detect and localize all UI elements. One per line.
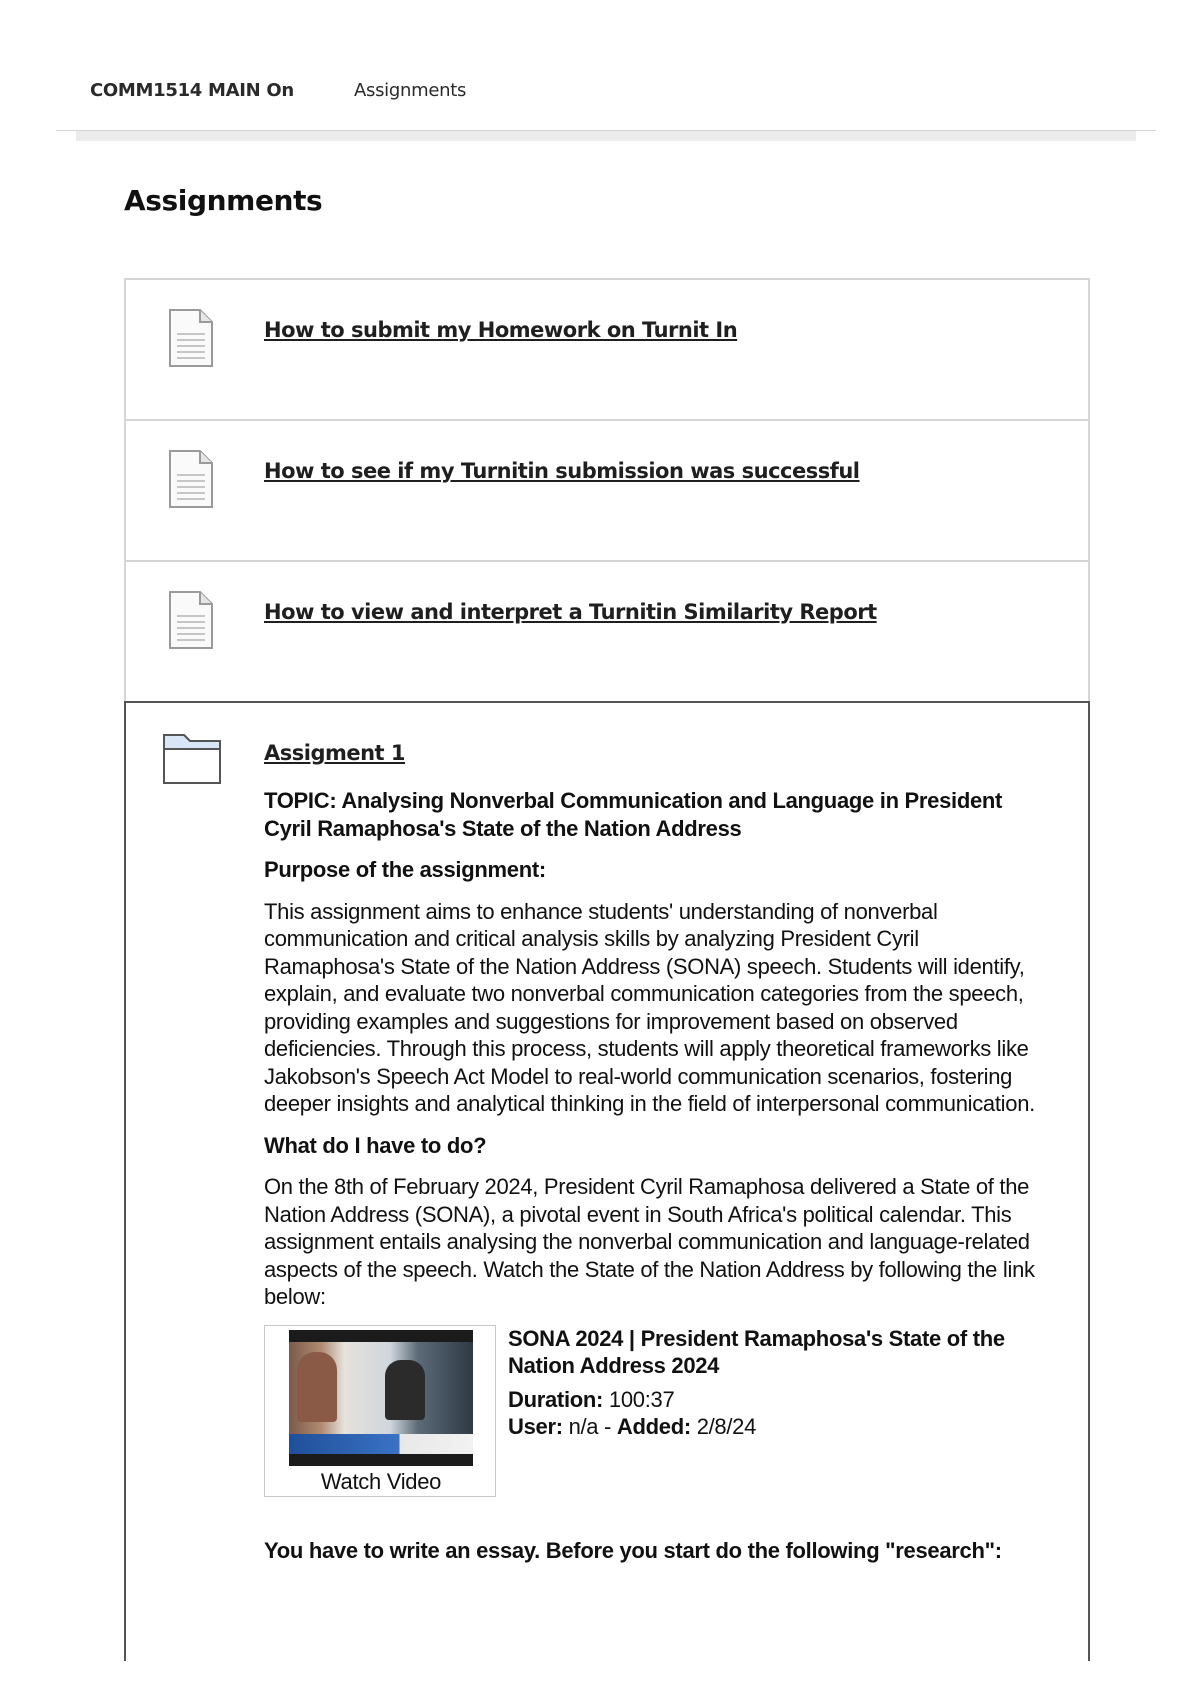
header-shadow [76,131,1136,141]
item-link-similarity-report[interactable]: How to view and interpret a Turnitin Similarity Report [264,600,877,624]
assignment-list [124,278,1090,1661]
todo-heading: What do I have to do? [264,1132,487,1158]
breadcrumb-course[interactable]: COMM1514 MAIN On [90,80,294,101]
video-duration: Duration: 100:37 [508,1386,675,1412]
video-metadata [496,1325,1042,1497]
list-item [124,278,1090,419]
assignment-topic: TOPIC: Analysing Nonverbal Communication and Language in President Cyril Ramaphosa's State of the Nation Address [264,788,1003,841]
watch-video-button[interactable]: Watch Video [320,1468,442,1494]
video-user-added: User: n/a - Added: 2/8/24 [508,1414,757,1439]
purpose-text: This assignment aims to enhance students' understanding of nonverbal communication and critical analysis skills by analyzing President Cyril Ramaphosa's State of the Nation Address (SONA) speech. Students will identify, explain, and evaluate two nonverbal communication categories from the speech, providing examples and suggestions for improvement based on observed deficiencies. Through this process, students will apply theoretical frameworks like Jakobson's Speech Act Model to real-world communication scenarios, fostering deeper insights and analytical thinking in the field of interpersonal communication. [264,898,1035,1116]
list-item [124,419,1090,560]
top-navigation [56,0,1156,132]
item-link-submit-homework[interactable]: How to submit my Homework on Turnit In [264,318,738,342]
item-link-submission-check[interactable]: How to see if my Turnitin submission was successful [264,459,860,483]
assignment-item [124,701,1090,1661]
essay-instruction: You have to write an essay. Before you start do the following "research": [264,1537,1002,1563]
document-icon [168,308,214,368]
purpose-heading: Purpose of the assignment: [264,857,546,882]
video-embed [264,1325,1054,1497]
breadcrumb-page[interactable]: Assignments [354,80,467,101]
assignment-title-link[interactable]: Assigment 1 [264,741,406,765]
video-title: SONA 2024 | President Ramaphosa's State of the Nation Address 2024 [508,1325,1005,1378]
folder-icon [162,729,222,785]
assignment-description [264,787,1054,1578]
video-thumbnail-box[interactable] [264,1325,496,1497]
document-icon [168,590,214,650]
todo-text: On the 8th of February 2024, President Cyril Ramaphosa delivered a State of the Nation Address (SONA), a pivotal event in South Africa's political calendar. This assignment entails analysing the nonverbal communication and language-related aspects of the speech. Watch the State of the Nation Address by following the link below: [264,1174,1035,1309]
video-thumbnail[interactable] [289,1330,473,1466]
document-icon [168,449,214,509]
page-title: Assignments [124,184,323,217]
list-item [124,560,1090,701]
